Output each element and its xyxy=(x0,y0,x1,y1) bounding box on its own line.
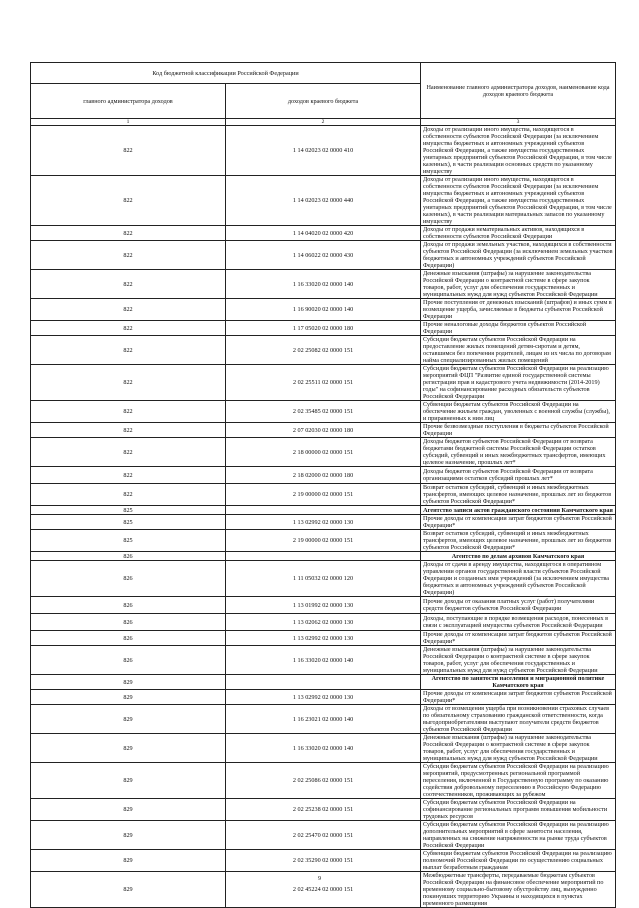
admin-code-cell: 822 xyxy=(31,401,226,423)
income-code-cell: 1 16 33020 02 0000 140 xyxy=(226,270,421,299)
income-code-cell: 1 13 02062 02 0000 130 xyxy=(226,614,421,631)
income-name-cell: Субсидии бюджетам субъектов Российской Федерации на реализацию мероприятий, предусмотренных региональной программой переселения, включенной в Государственную программу по оказанию содействия добровольному переселению в Российскую Федерацию соотечественников, проживающих за рубежом xyxy=(421,763,616,799)
income-name-cell: Доходы от сдачи в аренду имущества, находящегося в оперативном управлении органов государственной власти субъектов Российской Федерации и созданных ими учреждений (за исключением имущества бюджетных и автономных учреждений субъектов Российской Федерации) xyxy=(421,561,616,597)
income-name-cell: Возврат остатков субсидий, субвенций и иных межбюджетных трансфертов, имеющих целевое назначение, прошлых лет из бюджетов субъектов Российской Федерации* xyxy=(421,530,616,552)
admin-code-cell: 829 xyxy=(31,872,226,908)
income-name-cell: Субсидии бюджетам субъектов Российской Федерации на софинансирование региональных программ повышения мобильности трудовых ресурсов xyxy=(421,799,616,821)
column-number-row xyxy=(31,119,616,126)
income-name-cell: Прочие безвозмездные поступления в бюджеты субъектов Российской Федерации xyxy=(421,423,616,438)
income-code-cell: 1 16 33020 02 0000 140 xyxy=(226,734,421,763)
admin-code-cell: 829 xyxy=(31,850,226,872)
table-row xyxy=(31,530,616,552)
table-row xyxy=(31,176,616,226)
income-name-cell: Денежные взыскания (штрафы) за нарушение законодательства Российской Федерации о контрактной системе в сфере закупок товаров, работ, услуг для обеспечения государственных и муниципальных нужд для нужд субъектов Российской Федерации xyxy=(421,734,616,763)
column-number-2: 2 xyxy=(226,119,421,126)
income-code-cell: 1 14 06022 02 0000 430 xyxy=(226,241,421,270)
income-name-cell: Субсидии бюджетам субъектов Российской Федерации на реализацию мероприятий ФЦП "Развитие единой государственной системы регистрации прав и кадастрового учета недвижимости (2014-2019) годы" на софинансирование расходных обязательств субъектов Российской Федерации xyxy=(421,365,616,401)
income-code-cell: 1 17 05020 02 0000 180 xyxy=(226,321,421,336)
admin-code-cell: 829 xyxy=(31,675,226,690)
income-code-cell: 2 18 00000 02 0000 151 xyxy=(226,438,421,467)
table-row xyxy=(31,799,616,821)
table-row xyxy=(31,226,616,241)
income-name-cell: Доходы от продажи земельных участков, находящихся в собственности субъектов Российской Федерации (за исключением земельных участков бюджетных и автономных учреждений субъектов Российской Федерации) xyxy=(421,241,616,270)
table-row xyxy=(31,734,616,763)
column-number-1: 1 xyxy=(31,119,226,126)
income-code-cell: 2 02 35485 02 0000 151 xyxy=(226,401,421,423)
income-code-cell: 1 16 33020 02 0000 140 xyxy=(226,646,421,675)
admin-code-cell: 822 xyxy=(31,365,226,401)
admin-code-cell: 822 xyxy=(31,126,226,176)
admin-code-cell: 829 xyxy=(31,734,226,763)
income-code-cell: 1 11 05032 02 0000 120 xyxy=(226,561,421,597)
admin-code-cell: 822 xyxy=(31,336,226,365)
admin-code-cell: 825 xyxy=(31,530,226,552)
table-row xyxy=(31,763,616,799)
admin-code-cell: 829 xyxy=(31,705,226,734)
income-name-cell: Субсидии бюджетам субъектов Российской Федерации на предоставление жилых помещений детям-сиротам и детям, оставшимся без попечения родителей, лицам из их числа по договорам найма специализированных жилых помещений xyxy=(421,336,616,365)
income-code-cell: 2 02 25086 02 0000 151 xyxy=(226,763,421,799)
income-code-cell: 2 02 35290 02 0000 151 xyxy=(226,850,421,872)
header-row-top xyxy=(31,63,616,84)
income-code-cell: 2 02 25511 02 0000 151 xyxy=(226,365,421,401)
income-name-cell: Межбюджетные трансферты, передаваемые бюджетам субъектов Российской Федерации на финансовое обеспечение мероприятий по временному социально-бытовому обустройству лиц, вынужденно покинувших территорию Украины и находящихся в пунктах временного размещения xyxy=(421,872,616,908)
table-row xyxy=(31,299,616,321)
income-name-cell: Доходы бюджетов субъектов Российской Федерации от возврата бюджетами бюджетной системы Российской Федерации остатков субсидий, субвенций и иных межбюджетных трансфертов, имеющих целевое назначение, прошлых лет* xyxy=(421,438,616,467)
table-row xyxy=(31,126,616,176)
income-name-cell: Прочие доходы от компенсации затрат бюджетов субъектов Российской Федерации* xyxy=(421,515,616,530)
income-name-cell: Доходы от реализации иного имущества, находящегося в собственности субъектов Российской Федерации (за исключением имущества бюджетных и автономных учреждений субъектов Российской Федерации, а также имущества государственных унитарных предприятий субъектов Российской Федерации, в том числе казенных), в части реализации материальных запасов по указанному имуществу xyxy=(421,176,616,226)
admin-code-cell: 826 xyxy=(31,552,226,561)
admin-column-header: главного администратора доходов xyxy=(31,84,226,119)
admin-code-cell: 822 xyxy=(31,299,226,321)
table-row xyxy=(31,423,616,438)
table-row xyxy=(31,515,616,530)
income-code-cell: 1 13 02992 02 0000 130 xyxy=(226,631,421,646)
income-code-cell: 2 18 02000 02 0000 180 xyxy=(226,467,421,484)
table-row xyxy=(31,850,616,872)
admin-code-cell: 829 xyxy=(31,763,226,799)
income-code-cell: 1 13 02992 02 0000 130 xyxy=(226,690,421,705)
income-code-cell xyxy=(226,506,421,515)
income-name-cell: Доходы, поступающие в порядке возмещения расходов, понесенных в связи с эксплуатацией имущества субъектов Российской Федерации xyxy=(421,614,616,631)
income-name-cell: Прочие доходы от компенсации затрат бюджетов субъектов Российской Федерации* xyxy=(421,690,616,705)
admin-code-cell: 822 xyxy=(31,423,226,438)
column-number-3: 3 xyxy=(421,119,616,126)
table-row xyxy=(31,336,616,365)
income-name-cell: Субсидии бюджетам субъектов Российской Федерации на реализацию дополнительных мероприятий в сфере занятости населения, направленных на снижение напряженности на рынке труда субъектов Российской Федерации xyxy=(421,821,616,850)
income-code-cell: 1 14 02023 02 0000 410 xyxy=(226,126,421,176)
table-row xyxy=(31,270,616,299)
income-code-cell: 1 16 90020 02 0000 140 xyxy=(226,299,421,321)
admin-code-cell: 822 xyxy=(31,321,226,336)
income-code-cell: 2 07 02030 02 0000 180 xyxy=(226,423,421,438)
income-name-cell: Возврат остатков субсидий, субвенций и иных межбюджетных трансфертов, имеющих целевое назначение, прошлых лет из бюджетов субъектов Российской Федерации* xyxy=(421,484,616,506)
income-name-cell: Прочие доходы от оказания платных услуг (работ) получателями средств бюджетов субъектов Российской Федерации xyxy=(421,597,616,614)
page-number: 9 xyxy=(318,876,321,882)
income-admin-table xyxy=(30,62,616,908)
table-row xyxy=(31,646,616,675)
classification-code-header: Код бюджетной классификации Российской Федерации xyxy=(31,63,421,84)
income-code-cell: 1 14 02023 02 0000 440 xyxy=(226,176,421,226)
table-row xyxy=(31,241,616,270)
section-row xyxy=(31,675,616,690)
income-name-cell: Прочие неналоговые доходы бюджетов субъектов Российской Федерации xyxy=(421,321,616,336)
name-column-header: Наименование главного администратора доходов, наименование кода доходов краевого бюджета xyxy=(421,63,616,119)
admin-code-cell: 826 xyxy=(31,597,226,614)
income-code-cell xyxy=(226,675,421,690)
table-row xyxy=(31,614,616,631)
income-code-cell: 2 02 25470 02 0000 151 xyxy=(226,821,421,850)
section-title-cell: Агентство записи актов гражданского состояния Камчатского края xyxy=(421,506,616,515)
table-row xyxy=(31,484,616,506)
admin-code-cell: 829 xyxy=(31,799,226,821)
table-row xyxy=(31,321,616,336)
table-row xyxy=(31,365,616,401)
income-name-cell: Прочие доходы от компенсации затрат бюджетов субъектов Российской Федерации* xyxy=(421,631,616,646)
income-code-cell: 2 19 00000 02 0000 151 xyxy=(226,484,421,506)
income-code-cell: 2 02 25238 02 0000 151 xyxy=(226,799,421,821)
table-row xyxy=(31,631,616,646)
admin-code-cell: 826 xyxy=(31,614,226,631)
admin-code-cell: 822 xyxy=(31,176,226,226)
table-body xyxy=(31,126,616,908)
admin-code-cell: 822 xyxy=(31,270,226,299)
income-code-cell: 1 13 01992 02 0000 130 xyxy=(226,597,421,614)
admin-code-cell: 822 xyxy=(31,438,226,467)
income-code-cell: 1 14 04020 02 0000 420 xyxy=(226,226,421,241)
section-title-cell: Агентство по делам архивов Камчатского края xyxy=(421,552,616,561)
income-code-cell: 2 19 00000 02 0000 151 xyxy=(226,530,421,552)
admin-code-cell: 822 xyxy=(31,241,226,270)
table-row xyxy=(31,705,616,734)
income-code-cell: 1 16 23021 02 0000 140 xyxy=(226,705,421,734)
table-row xyxy=(31,561,616,597)
admin-code-cell: 826 xyxy=(31,631,226,646)
section-title-cell: Агентство по занятости населения и миграционной политике Камчатского края xyxy=(421,675,616,690)
section-row xyxy=(31,552,616,561)
table-row xyxy=(31,597,616,614)
income-name-cell: Денежные взыскания (штрафы) за нарушение законодательства Российской Федерации о контрактной системе в сфере закупок товаров, работ, услуг для обеспечения государственных и муниципальных нужд для нужд субъектов Российской Федерации xyxy=(421,646,616,675)
table-row xyxy=(31,467,616,484)
admin-code-cell: 822 xyxy=(31,226,226,241)
income-name-cell: Доходы от реализации иного имущества, находящегося в собственности субъектов Российской Федерации (за исключением имущества бюджетных и автономных учреждений субъектов Российской Федерации, а также имущества государственных унитарных предприятий субъектов Российской Федерации, в том числе казенных), в части реализации основных средств по указанному имуществу xyxy=(421,126,616,176)
income-code-cell: 1 13 02992 02 0000 130 xyxy=(226,515,421,530)
table-row xyxy=(31,401,616,423)
income-admin-table-sheet xyxy=(30,62,616,908)
income-code-cell xyxy=(226,552,421,561)
admin-code-cell: 826 xyxy=(31,561,226,597)
table-row xyxy=(31,821,616,850)
admin-code-cell: 825 xyxy=(31,515,226,530)
table-row xyxy=(31,690,616,705)
income-name-cell: Доходы бюджетов субъектов Российской Федерации от возврата организациями остатков субсидий прошлых лет* xyxy=(421,467,616,484)
section-row xyxy=(31,506,616,515)
admin-code-cell: 822 xyxy=(31,484,226,506)
income-name-cell: Доходы от продажи нематериальных активов, находящихся в собственности субъектов Российской Федерации xyxy=(421,226,616,241)
income-name-cell: Доходы от возмещения ущерба при возникновении страховых случаев по обязательному страхованию гражданской ответственности, когда выгодоприобретателями выступают получатели средств бюджетов субъектов Российской Федерации xyxy=(421,705,616,734)
income-name-cell: Субвенции бюджетам субъектов Российской Федерации на обеспечение жильем граждан, уволенных с военной службы (службы), и приравненных к ним лиц xyxy=(421,401,616,423)
income-name-cell: Денежные взыскания (штрафы) за нарушение законодательства Российской Федерации о контрактной системе в сфере закупок товаров, работ, услуг для обеспечения государственных и муниципальных нужд для нужд субъектов Российской Федерации xyxy=(421,270,616,299)
income-code-cell: 2 02 25082 02 0000 151 xyxy=(226,336,421,365)
admin-code-cell: 829 xyxy=(31,690,226,705)
code-column-header: доходов краевого бюджета xyxy=(226,84,421,119)
income-name-cell: Субвенции бюджетам субъектов Российской Федерации на реализацию полномочий Российской Федерации по осуществлению социальных выплат безработным гражданам xyxy=(421,850,616,872)
table-row xyxy=(31,438,616,467)
income-name-cell: Прочие поступления от денежных взысканий (штрафов) и иных сумм в возмещение ущерба, зачисляемые в бюджеты субъектов Российской Федерации xyxy=(421,299,616,321)
admin-code-cell: 826 xyxy=(31,646,226,675)
admin-code-cell: 825 xyxy=(31,506,226,515)
admin-code-cell: 829 xyxy=(31,821,226,850)
income-code-cell: 2 02 45224 02 0000 151 xyxy=(226,872,421,908)
admin-code-cell: 822 xyxy=(31,467,226,484)
